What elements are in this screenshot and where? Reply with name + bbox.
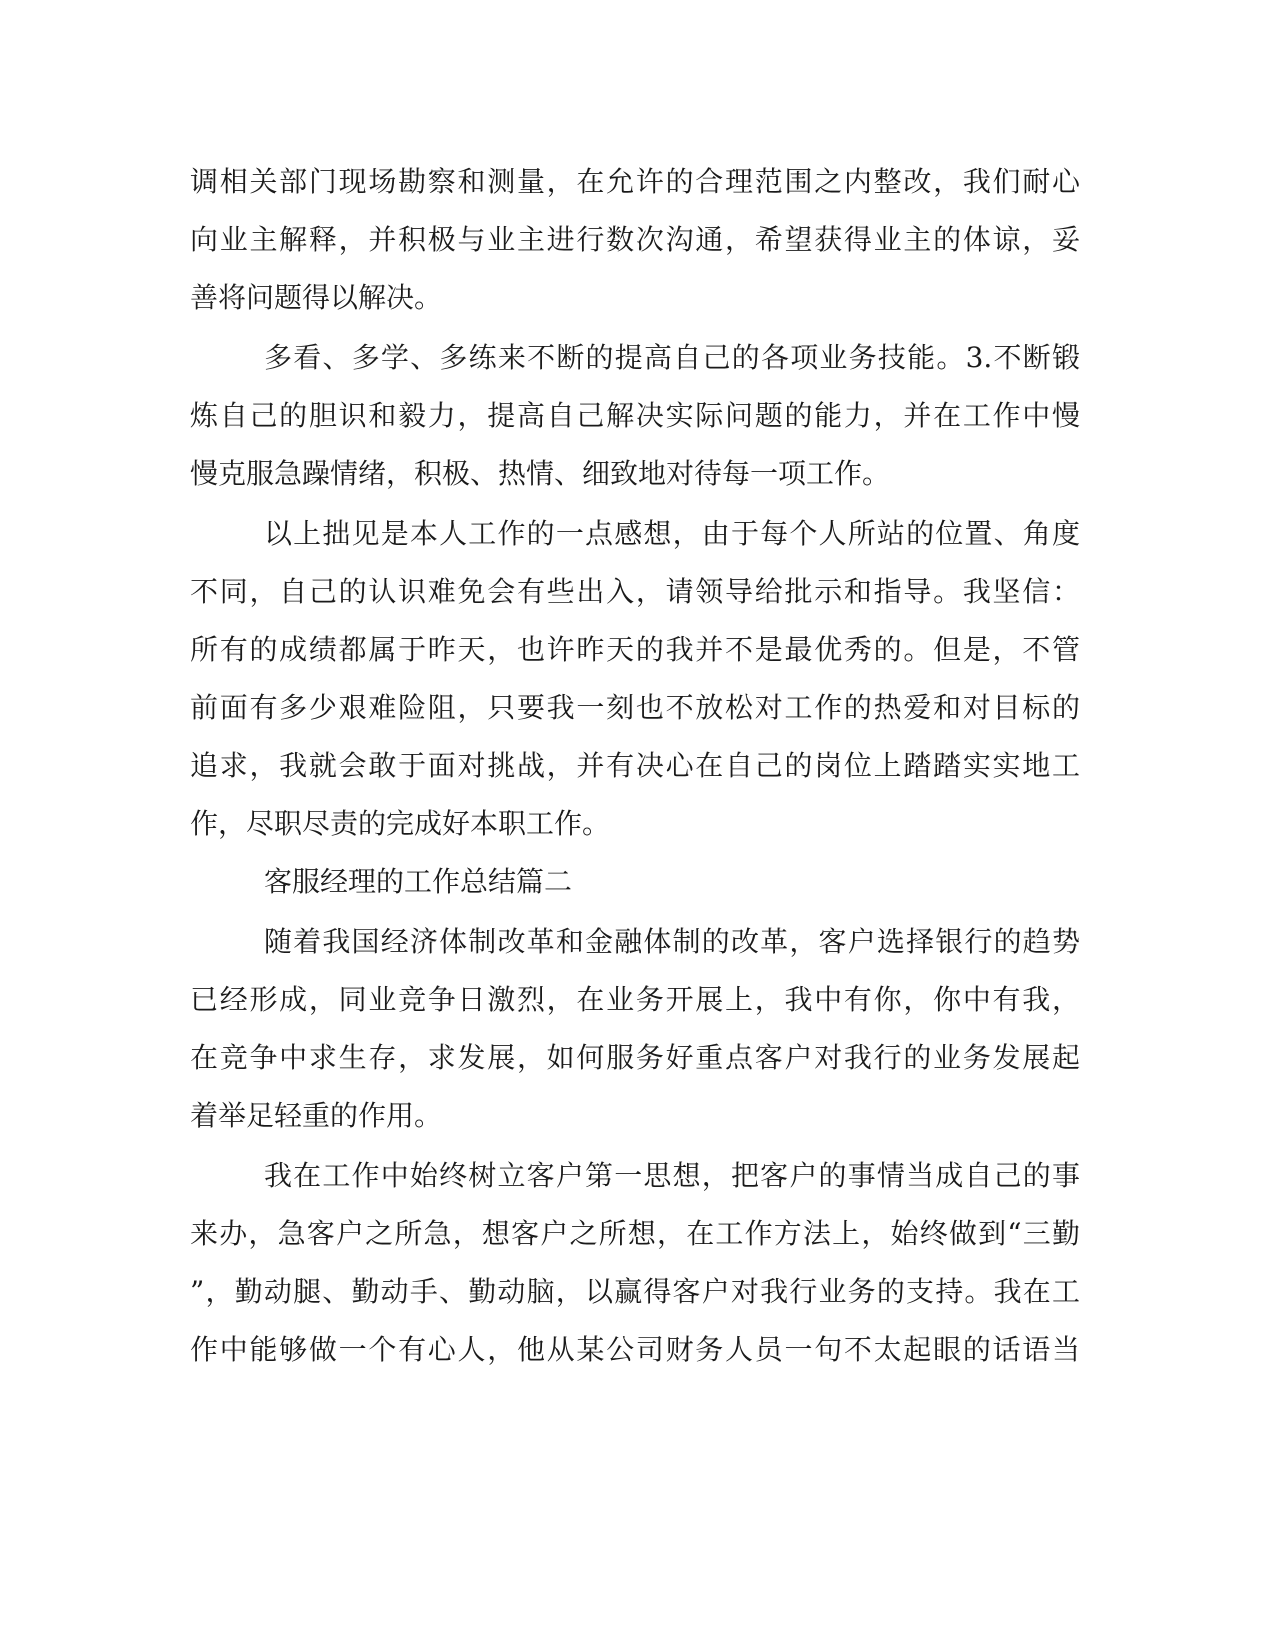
text-line: 多看、多学、多练来不断的提高自己的各项业务技能。3.不断锻 — [264, 341, 1080, 374]
text-line: 炼自己的胆识和毅力，提高自己解决实际问题的能力，并在工作中慢 — [190, 399, 1080, 432]
text-line: 在竞争中求生存，求发展，如何服务好重点客户对我行的业务发展起 — [190, 1041, 1080, 1074]
text-line: 已经形成，同业竞争日激烈，在业务开展上，我中有你，你中有我， — [190, 983, 1080, 1016]
text-line: 着举足轻重的作用。 — [190, 1099, 443, 1132]
text-line: 慢克服急躁情绪，积极、热情、细致地对待每一项工作。 — [190, 457, 891, 490]
text-line: 作，尽职尽责的完成好本职工作。 — [190, 807, 611, 840]
text-line: 追求，我就会敢于面对挑战，并有决心在自己的岗位上踏踏实实地工 — [190, 749, 1080, 782]
text-line: 所有的成绩都属于昨天，也许昨天的我并不是最优秀的。但是，不管 — [190, 633, 1080, 666]
text-line: 向业主解释，并积极与业主进行数次沟通，希望获得业主的体谅，妥 — [190, 223, 1080, 256]
text-line: 调相关部门现场勘察和测量，在允许的合理范围之内整改，我们耐心 — [190, 165, 1080, 198]
text-line: 我在工作中始终树立客户第一思想，把客户的事情当成自己的事 — [264, 1159, 1080, 1192]
text-line: 善将问题得以解决。 — [190, 281, 443, 314]
text-line: 不同，自己的认识难免会有些出入，请领导给批示和指导。我坚信： — [190, 575, 1080, 608]
text-line: 随着我国经济体制改革和金融体制的改革，客户选择银行的趋势 — [264, 925, 1080, 958]
text-line: 前面有多少艰难险阻，只要我一刻也不放松对工作的热爱和对目标的 — [190, 691, 1080, 724]
text-line: 以上拙见是本人工作的一点感想，由于每个人所站的位置、角度 — [264, 517, 1080, 550]
text-line: 作中能够做一个有心人，他从某公司财务人员一句不太起眼的话语当 — [190, 1333, 1080, 1366]
text-line: ”，勤动腿、勤动手、勤动脑，以赢得客户对我行业务的支持。我在工 — [190, 1275, 1080, 1308]
text-line: 来办，急客户之所急，想客户之所想，在工作方法上，始终做到“三勤 — [190, 1217, 1080, 1250]
section-heading: 客服经理的工作总结篇二 — [264, 865, 573, 898]
